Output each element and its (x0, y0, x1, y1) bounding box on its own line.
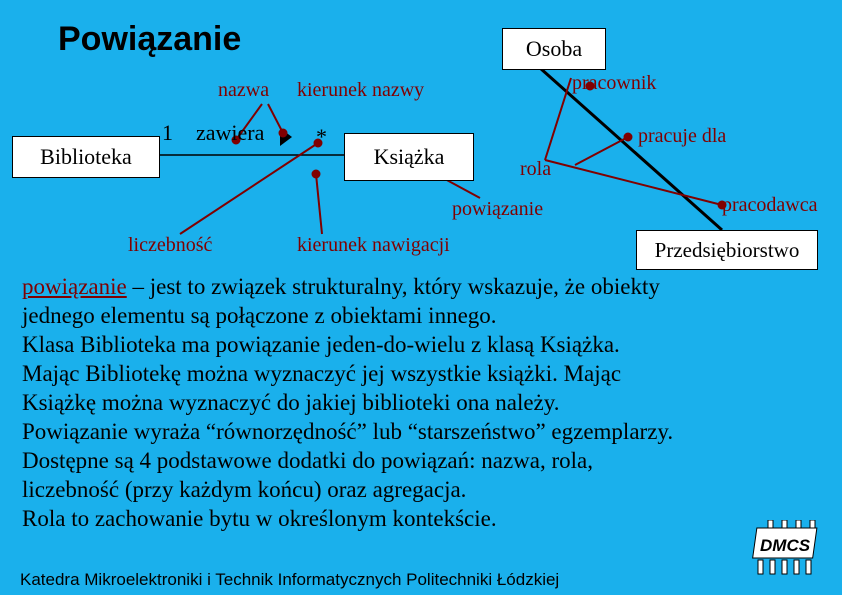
multiplicity-many: * (316, 124, 327, 149)
class-name: Książka (373, 144, 445, 169)
body-line: Klasa Biblioteka ma powiązanie jeden-do-wielu z klasą Książka. (22, 332, 620, 357)
page-title: Powiązanie (58, 20, 242, 58)
class-box-biblioteka (12, 136, 160, 178)
term-powiazanie: powiązanie (22, 274, 127, 299)
logo-text: DMCS (760, 536, 811, 555)
body-line: Książkę można wyznaczyć do jakiej biblioteki ona należy. (22, 390, 560, 415)
multiplicity-one: 1 (162, 120, 173, 145)
pointer-kierunek-nawigacji (316, 174, 322, 234)
body-line: powiązanie – jest to związek strukturalny, który wskazuje, że obiekty (22, 274, 660, 299)
label-pracuje-dla: pracuje dla (638, 125, 727, 147)
body-line: Dostępne są 4 podstawowe dodatki do powiązań: nazwa, rola, (22, 448, 594, 473)
pointer-pracuje-dla (575, 137, 628, 165)
body-line: Rola to zachowanie bytu w określonym kontekście. (22, 506, 497, 531)
label-liczebnosc: liczebność (128, 234, 213, 256)
dmcs-logo (752, 520, 824, 578)
pointer-kierunek-nazwy (268, 104, 283, 133)
label-pracownik: pracownik (572, 72, 657, 94)
label-kierunek-nazwy: kierunek nazwy (297, 79, 425, 101)
footer-text: Katedra Mikroelektroniki i Technik Informatycznych Politechniki Łódzkiej (20, 570, 560, 589)
pointer-liczebnosc (180, 143, 318, 234)
class-box-ksiazka (344, 133, 474, 181)
body-line: liczebność (przy każdym końcu) oraz agregacja. (22, 477, 467, 502)
association-name: zawiera (196, 120, 265, 145)
body-line: Mając Bibliotekę można wyznaczyć jej wszystkie książki. Mając (22, 361, 622, 386)
label-nazwa: nazwa (218, 79, 270, 101)
class-name: Przedsiębiorstwo (654, 237, 800, 262)
body-text (22, 272, 834, 533)
pointer-rola-pracownik (545, 78, 571, 160)
class-box-przedsiebiorstwo (636, 230, 818, 270)
body-line: Powiązanie wyraża “równorzędność” lub “starszeństwo” egzemplarzy. (22, 419, 674, 444)
class-box-osoba (502, 28, 606, 70)
label-rola: rola (520, 158, 552, 180)
label-powiazanie: powiązanie (452, 198, 544, 220)
class-name: Osoba (525, 36, 583, 61)
pointer-rola-pracodawca (545, 160, 722, 205)
class-name: Biblioteka (40, 144, 132, 169)
body-line: jednego elementu są połączone z obiektami innego. (22, 303, 497, 328)
label-kierunek-nawigacji: kierunek nawigacji (297, 234, 450, 256)
label-pracodawca: pracodawca (722, 194, 818, 216)
